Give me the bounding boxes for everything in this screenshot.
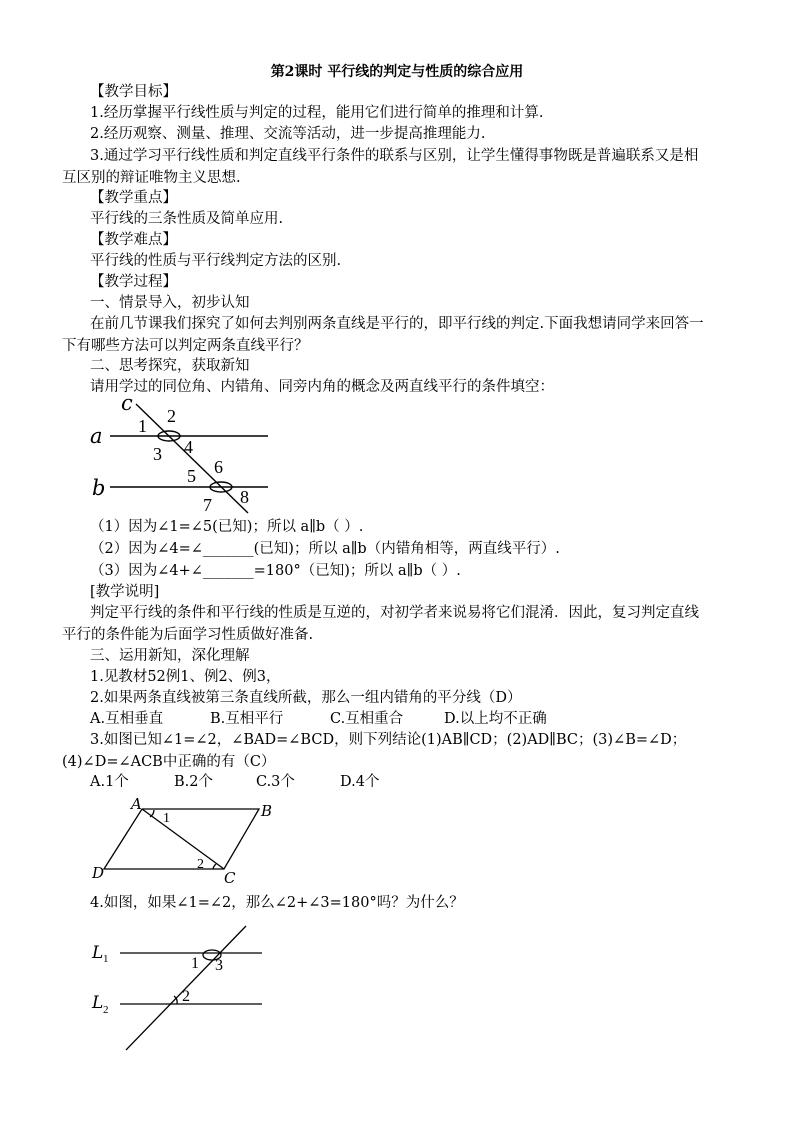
- exercise-1: 1.见教材52例1、例2、例3，: [90, 669, 281, 685]
- option-c: C.3个: [256, 774, 295, 790]
- fig3-angle-1: 1: [191, 955, 199, 972]
- fig3-angle-2: 2: [182, 988, 190, 1005]
- page-title: 第2课时 平行线的判定与性质的综合应用: [270, 64, 524, 80]
- exercise-3: 3.如图已知∠1=∠2，∠BAD=∠BCD，则下列结论(1)AB∥CD；(2)AD∥BC；(3)∠B=∠D；(4)∠D=∠ACB中正确的有（C）: [62, 732, 687, 770]
- option-c: C.互相重合: [330, 711, 404, 727]
- note-text: 判定平行线的条件和平行线的性质是互逆的，对初学者来说易将它们混淆．因此，复习判定直线平行的条件能为后面学习性质做好准备.: [62, 605, 699, 643]
- fig1-label-c: c: [121, 391, 133, 415]
- option-b: B.2个: [174, 774, 213, 790]
- fig1-angle-7: 7: [203, 495, 212, 515]
- option-d: D.4个: [340, 774, 380, 790]
- section2-text: 请用学过的同位角、内错角、同旁内角的概念及两直线平行的条件填空：: [90, 379, 554, 395]
- option-b: B.互相平行: [210, 711, 284, 727]
- fig1-angle-8: 8: [240, 487, 249, 507]
- fig2-vertex-a: A: [131, 795, 142, 813]
- goal-3: 3.通过学习平行线性质和判定直线平行条件的联系与区别，让学生懂得事物既是普遍联系又是相互区别的辩证唯物主义思想.: [62, 148, 699, 186]
- fig3-label-l2-sub: 2: [103, 1004, 109, 1016]
- fig1-angle-3: 3: [153, 444, 162, 464]
- fig2-angle-2: 2: [197, 857, 204, 872]
- fig1-label-b: b: [92, 476, 106, 500]
- key-text: 平行线的三条性质及简单应用.: [90, 211, 284, 227]
- difficulty-header: 【教学难点】: [90, 232, 177, 248]
- fig2-vertex-c: C: [224, 869, 236, 887]
- fill-3: （3）因为∠4+∠_______=180°（已知)；所以 a∥b（ ）.: [90, 563, 461, 579]
- section2-title: 二、思考探究，获取新知: [90, 358, 250, 374]
- fig1-label-a: a: [90, 424, 103, 448]
- exercise-2: 2.如果两条直线被第三条直线所截，那么一组内错角的平分线（D）: [90, 690, 522, 706]
- difficulty-text: 平行线的性质与平行线判定方法的区别.: [90, 253, 342, 269]
- exercise-3-options: [90, 772, 706, 793]
- option-a: A.互相垂直: [90, 711, 164, 727]
- fig3-label-l1: L: [92, 943, 104, 963]
- fig1-angle-5: 5: [187, 466, 196, 486]
- fig3-label-l1-sub: 1: [103, 953, 109, 965]
- goal-2: 2.经历观察、测量、推理、交流等活动，进一步提高推理能力.: [90, 126, 486, 142]
- section1-text: 在前几节课我们探究了如何去判别两条直线是平行的，即平行线的判定.下面我想请同学来回答一下有哪些方法可以判定两条直线平行？: [62, 316, 704, 354]
- section3-title: 三、运用新知，深化理解: [90, 648, 250, 664]
- fig1-angle-1: 1: [138, 416, 147, 436]
- option-d: D.以上均不正确: [444, 711, 547, 727]
- fill-1: （1）因为∠1=∠5(已知)；所以 a∥b（ ）.: [90, 519, 364, 535]
- fig2-vertex-b: B: [261, 802, 273, 820]
- fig2-vertex-d: D: [92, 864, 105, 882]
- fig2-angle-1: 1: [163, 811, 170, 826]
- note-header: [教学说明]: [90, 584, 160, 600]
- exercise-2-options: [90, 709, 706, 730]
- fig1-angle-6: 6: [214, 457, 223, 477]
- goals-header: 【教学目标】: [90, 84, 177, 100]
- goal-1: 1.经历掌握平行线性质与判定的过程，能用它们进行简单的推理和计算.: [90, 105, 544, 121]
- process-header: 【教学过程】: [90, 274, 177, 290]
- fig3-angle-3: 3: [215, 957, 223, 974]
- fill-2: （2）因为∠4=∠_______(已知)；所以 a∥b（内错角相等，两直线平行）.: [90, 541, 560, 557]
- option-a: A.1个: [90, 774, 129, 790]
- section1-title: 一、情景导入，初步认知: [90, 295, 250, 311]
- fig3-label-l2: L: [92, 993, 104, 1013]
- key-header: 【教学重点】: [90, 190, 177, 206]
- exercise-4: 4.如图，如果∠1=∠2，那么∠2+∠3=180°吗？为什么？: [90, 895, 464, 911]
- fig1-angle-2: 2: [167, 406, 176, 426]
- fig1-angle-4: 4: [184, 437, 193, 457]
